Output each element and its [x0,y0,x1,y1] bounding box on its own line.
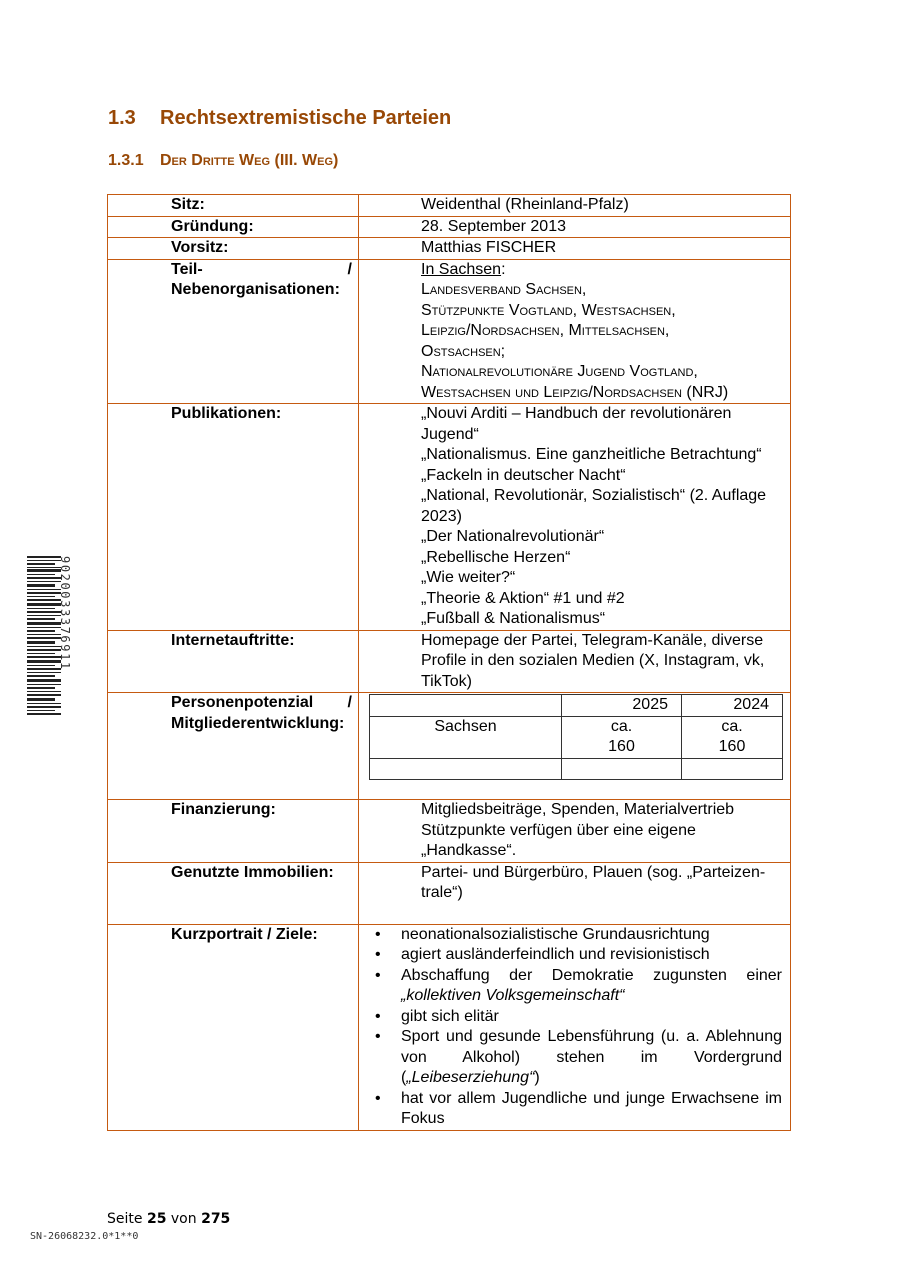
bullet-icon: • [375,1089,381,1107]
goal-item: • gibt sich elitär [359,1007,782,1028]
membership-header-2025: 2025 [562,695,682,717]
internet-line: Homepage der Partei, Telegram-Kanäle, diverse [421,631,764,649]
section-number: 1.3 [108,107,136,129]
label-teil: Teil- [171,260,203,278]
value-teil-header [359,260,790,281]
membership-header-row [370,695,783,717]
footer-mid: von [170,1211,197,1227]
publication-line: „Rebellische Herzen“ [421,548,571,566]
internet-line: TikTok) [421,672,472,690]
org-line: Landesverband Sachsen, [421,281,587,298]
barcode-number: 9020033376911 [58,556,72,671]
membership-empty-row [370,758,783,780]
subsection-number: 1.3.1 [108,152,144,169]
publication-line: „Wie weiter?“ [421,569,516,586]
row-teilorganisationen [108,259,791,404]
goal-item: • hat vor allem Jugendliche und junge Erwachsene im Fokus [375,1089,782,1127]
row-immobilien [108,862,791,924]
goal-item: • Sport und gesunde Lebensführung (u. a. Ablehnung von Alkohol) stehen im Vordergrund („Leibeserziehung“) [375,1028,782,1086]
immobilien-line: Partei- und Bürgerbüro, Plauen (sog. „Parteizen- [421,863,766,881]
finanzierung-line: Mitgliedsbeiträge, Spenden, Materialvertrieb [421,801,735,818]
publication-line: „Der Nationalrevolutionär“ [421,528,605,545]
publication-line: Jugend“ [421,425,479,443]
row-kurzportrait [108,924,791,1130]
row-gruendung [108,216,791,238]
label-gruendung: Gründung: [171,217,254,235]
label-kurzportrait: Kurzportrait / Ziele: [171,925,318,943]
membership-2024-cell [682,716,783,758]
footer-prefix: Seite [107,1211,143,1227]
label-finanzierung: Finanzierung: [171,801,276,818]
section-title: Rechtsextremistische Parteien [160,107,452,129]
internet-line: Profile in den sozialen Medien (X, Instagram, vk, [421,652,765,669]
label-internetauftritte: Internetauftritte: [171,631,295,649]
membership-header-blank [370,695,562,717]
publication-line: „National, Revolutionär, Sozialistisch“ (2. Auflage [421,487,767,504]
label-personen-line [108,693,358,714]
publication-line: „Nationalismus. Eine ganzheitliche Betrachtung“ [421,446,762,463]
party-profile-table [107,194,791,1131]
value-teil-colon: : [501,260,506,278]
publication-line: „Fackeln in deutscher Nacht“ [421,466,626,484]
row-sitz [108,195,791,217]
page-footer [107,1211,230,1227]
org-line: Ostsachsen; [421,342,506,360]
finanzierung-line: „Handkasse“. [421,842,517,859]
finanzierung-line: Stützpunkte verfügen über eine eigene [421,821,696,839]
row-publikationen [108,404,791,631]
bullet-icon: • [375,1028,381,1045]
label-personen-slash: / [347,694,352,711]
row-vorsitz [108,238,791,260]
publication-line: „Nouvi Arditi – Handbuch der revolutionären [421,405,732,422]
value-teil-region: In Sachsen [421,260,502,278]
subsection-title: Der Dritte Weg (III. Weg) [160,152,339,169]
row-internetauftritte [108,630,791,693]
membership-2025-ca: ca. [610,717,633,735]
membership-2024-ca: ca. [721,717,743,735]
subsection-heading [108,152,338,170]
label-personenpotenzial: Personenpotenzial [171,694,314,711]
goal-italic: „Leibeserziehung“ [406,1069,535,1086]
goal-italic: „kollektiven Volksgemeinschaft“ [401,987,625,1004]
org-line: Westsachsen und Leipzig/Nordsachsen (NRJ) [421,383,729,401]
org-line: Nationalrevolutionäre Jugend Vogtland, [421,363,698,380]
goal-item: • Abschaffung der Demokratie zugunsten einer „kollektiven Volksgemeinschaft“ [375,966,782,1004]
org-line: Leipzig/Nordsachsen, Mittelsachsen, [421,322,670,339]
goal-item: • agiert ausländerfeindlich und revisionistisch [359,945,782,966]
label-sitz: Sitz: [171,196,205,213]
section-heading [108,107,451,130]
label-teil-slash: / [347,260,352,278]
publication-line: „Theorie & Aktion“ #1 und #2 [421,589,625,607]
bullet-icon: • [375,925,381,943]
value-sitz: Weidenthal (Rheinland-Pfalz) [421,196,629,213]
immobilien-line: trale“) [421,884,463,901]
org-line: Stützpunkte Vogtland, Westsachsen, [421,301,676,319]
membership-region: Sachsen [370,716,562,758]
membership-table [369,694,783,780]
footer-page: 25 [146,1211,167,1227]
bullet-icon: • [375,966,381,984]
bullet-icon: • [375,946,381,963]
label-publikationen: Publikationen: [171,405,282,422]
label-mitgliederentwicklung: Mitgliederentwicklung: [171,714,345,732]
membership-header-2024: 2024 [682,695,783,717]
publication-line: „Fußball & Nationalismus“ [421,610,606,627]
footer-total: 275 [201,1211,231,1227]
bullet-icon: • [375,1007,381,1025]
document-code: SN-26068232.0*1**0 [30,1231,139,1242]
label-vorsitz: Vorsitz: [171,239,229,256]
value-vorsitz: Matthias FISCHER [421,239,557,256]
publication-line: 2023) [421,507,462,525]
membership-2025-cell [562,716,682,758]
goals-list [359,925,790,1130]
row-personenpotenzial [108,693,791,800]
row-finanzierung [108,800,791,863]
value-gruendung: 28. September 2013 [421,217,566,235]
goal-item: • neonationalsozialistische Grundausrichtung [359,925,782,946]
membership-row-sachsen [370,716,783,758]
label-nebenorganisationen: Nebenorganisationen: [171,281,340,298]
label-teil-line [108,260,358,281]
membership-2025-value: 160 [608,738,635,755]
membership-2024-value: 160 [718,738,746,755]
label-immobilien: Genutzte Immobilien: [171,863,334,881]
